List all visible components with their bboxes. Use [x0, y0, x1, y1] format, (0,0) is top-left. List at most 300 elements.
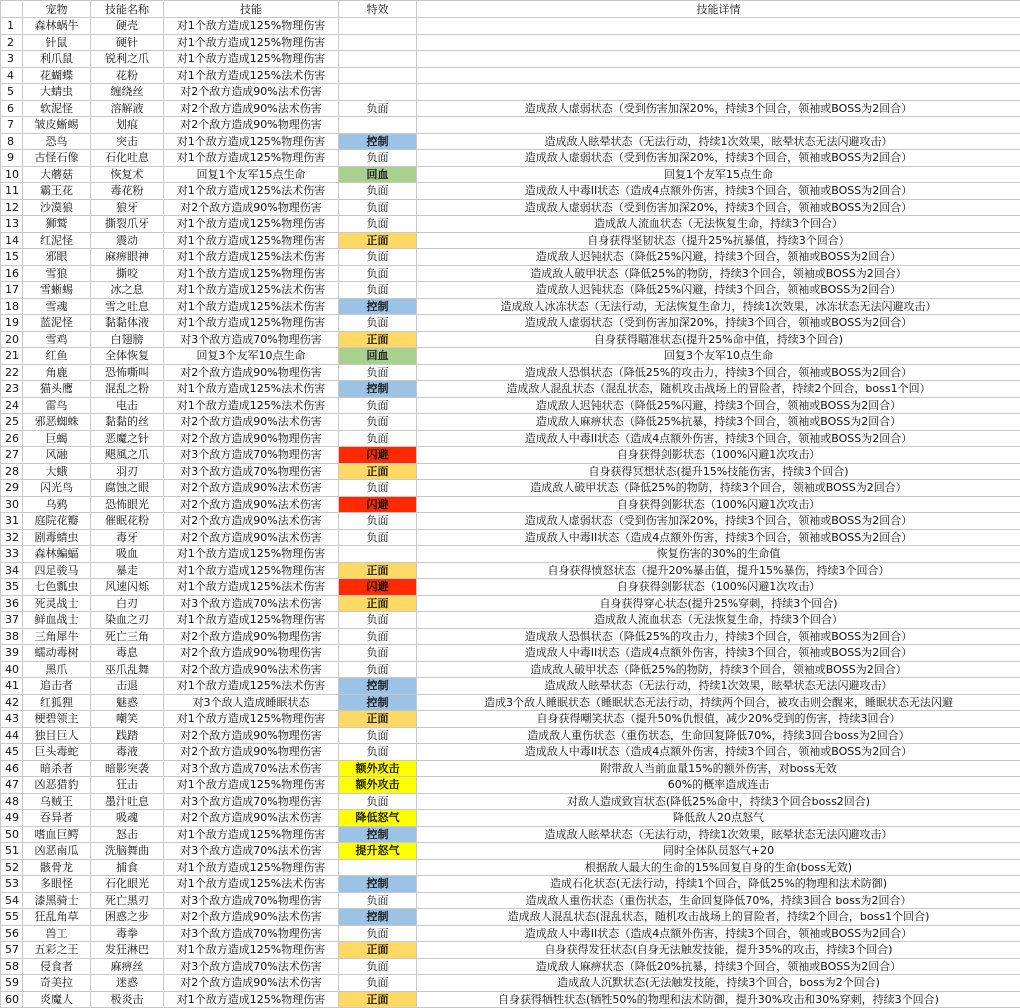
row-index-cell[interactable]: 27	[1, 447, 23, 464]
row-index-cell[interactable]: 1	[1, 18, 23, 35]
pet-name-cell[interactable]: 霸王花	[23, 183, 91, 200]
skill-name-cell[interactable]: 硬针	[91, 34, 164, 51]
skill-name-cell[interactable]: 石化吐息	[91, 150, 164, 167]
skill-detail-cell[interactable]: 造成敌人破甲状态（降低25%的物防，持续3个回合，领袖或BOSS为2回合）	[417, 661, 1020, 678]
skill-detail-cell[interactable]	[417, 117, 1020, 134]
skill-detail-cell[interactable]: 造成敌人中毒II状态（造成4点额外伤害，持续3个回合，领袖或BOSS为2回合）	[417, 183, 1020, 200]
skill-detail-cell[interactable]: 造成敌人麻痹状态（降低25%抗暴，持续3个回合，领袖或BOSS为2回合）	[417, 414, 1020, 431]
pet-name-cell[interactable]: 兽工	[23, 925, 91, 942]
row-index-cell[interactable]: 50	[1, 826, 23, 843]
skill-cell[interactable]: 对2个敌方造成90%法术伤害	[164, 496, 339, 513]
skill-detail-cell[interactable]: 造成敌人中毒II状态（造成4点额外伤害，持续3个回合，领袖或BOSS为2回合）	[417, 529, 1020, 546]
effect-cell[interactable]: 负面	[339, 100, 417, 117]
effect-cell[interactable]	[339, 84, 417, 101]
skill-cell[interactable]: 对3个敌方造成70%物理伤害	[164, 793, 339, 810]
pet-name-cell[interactable]: 多眼怪	[23, 876, 91, 893]
skill-name-cell[interactable]: 白刃	[91, 595, 164, 612]
skill-cell[interactable]: 对2个敌方造成90%法术伤害	[164, 84, 339, 101]
skill-detail-cell[interactable]: 造成敌人冰冻状态（无法行动，无法恢复生命力，持续1次效果，冰冻状态无法闪避攻击）	[417, 298, 1020, 315]
skill-cell[interactable]: 对2个敌方造成90%物理伤害	[164, 744, 339, 761]
pet-name-cell[interactable]: 庭院花瓣	[23, 513, 91, 530]
pet-name-cell[interactable]: 猫头鹰	[23, 381, 91, 398]
effect-cell[interactable]: 控制	[339, 876, 417, 893]
skill-cell[interactable]: 对3个敌方造成70%物理伤害	[164, 447, 339, 464]
pet-name-cell[interactable]: 利爪鼠	[23, 51, 91, 68]
skill-detail-cell[interactable]: 造成敌人重伤状态（重伤状态，生命回复降低70%，持续3回合boss为2回合）	[417, 727, 1020, 744]
skill-detail-cell[interactable]: 附带敌人当前血量15%的额外伤害，对boss无效	[417, 760, 1020, 777]
skill-name-cell[interactable]: 麻痹眼神	[91, 249, 164, 266]
skill-name-cell[interactable]: 全体恢复	[91, 348, 164, 365]
skill-cell[interactable]: 对1个敌方造成125%物理伤害	[164, 859, 339, 876]
skill-detail-cell[interactable]: 造成敌人流血状态（无法恢复生命，持续3个回合）	[417, 612, 1020, 629]
skill-name-cell[interactable]: 染血之刃	[91, 612, 164, 629]
effect-cell[interactable]: 负面	[339, 793, 417, 810]
pet-name-cell[interactable]: 大蘑菇	[23, 166, 91, 183]
skill-name-cell[interactable]: 恐怖眼光	[91, 496, 164, 513]
skill-cell[interactable]: 对1个敌方造成125%物理伤害	[164, 826, 339, 843]
pet-name-cell[interactable]: 沙漠狼	[23, 199, 91, 216]
skill-name-cell[interactable]: 毒拳	[91, 925, 164, 942]
pet-name-cell[interactable]: 森林蜗牛	[23, 18, 91, 35]
row-index-cell[interactable]: 54	[1, 892, 23, 909]
pet-name-cell[interactable]: 皱皮蜥蜴	[23, 117, 91, 134]
skill-name-cell[interactable]: 洗脑舞曲	[91, 843, 164, 860]
skill-cell[interactable]: 对2个敌方造成90%物理伤害	[164, 430, 339, 447]
effect-cell[interactable]: 负面	[339, 397, 417, 414]
effect-cell[interactable]: 控制	[339, 133, 417, 150]
pet-name-cell[interactable]: 风融	[23, 447, 91, 464]
pet-name-cell[interactable]: 软泥怪	[23, 100, 91, 117]
skill-name-cell[interactable]: 嘲笑	[91, 711, 164, 728]
skill-cell[interactable]: 对2个敌方造成90%物理伤害	[164, 117, 339, 134]
pet-name-cell[interactable]: 漆黑骑士	[23, 892, 91, 909]
effect-cell[interactable]: 负面	[339, 628, 417, 645]
effect-cell[interactable]: 负面	[339, 925, 417, 942]
row-index-cell[interactable]: 12	[1, 199, 23, 216]
row-index-cell[interactable]: 3	[1, 51, 23, 68]
row-index-cell[interactable]: 47	[1, 777, 23, 794]
pet-name-cell[interactable]: 狂乱角草	[23, 909, 91, 926]
skill-detail-cell[interactable]: 造成敌人中毒II状态（造成4点额外伤害，持续3个回合，领袖或BOSS为2回合）	[417, 925, 1020, 942]
skill-cell[interactable]: 对1个敌方造成125%物理伤害	[164, 18, 339, 35]
effect-cell[interactable]: 回血	[339, 348, 417, 365]
header-cell-detail[interactable]: 技能详情	[417, 1, 1020, 18]
skill-cell[interactable]: 对1个敌方造成125%法术伤害	[164, 678, 339, 695]
pet-name-cell[interactable]: 恐鸟	[23, 133, 91, 150]
skill-name-cell[interactable]: 吸魂	[91, 810, 164, 827]
effect-cell[interactable]: 负面	[339, 414, 417, 431]
effect-cell[interactable]: 降低怒气	[339, 810, 417, 827]
row-index-cell[interactable]: 31	[1, 513, 23, 530]
effect-cell[interactable]: 负面	[339, 744, 417, 761]
row-index-cell[interactable]: 2	[1, 34, 23, 51]
skill-detail-cell[interactable]: 造成敌人沉默状态(无法触发技能，持续3个回合，boss为2个回合)	[417, 975, 1020, 992]
skill-cell[interactable]: 对1个敌方造成125%物理伤害	[164, 133, 339, 150]
skill-name-cell[interactable]: 毒花粉	[91, 183, 164, 200]
skill-name-cell[interactable]: 恶魔之针	[91, 430, 164, 447]
effect-cell[interactable]: 正面	[339, 562, 417, 579]
pet-name-cell[interactable]: 四足骏马	[23, 562, 91, 579]
effect-cell[interactable]: 负面	[339, 282, 417, 299]
skill-cell[interactable]: 对2个敌方造成90%法术伤害	[164, 661, 339, 678]
row-index-cell[interactable]: 41	[1, 678, 23, 695]
effect-cell[interactable]: 负面	[339, 612, 417, 629]
pet-name-cell[interactable]: 吞异者	[23, 810, 91, 827]
row-index-cell[interactable]: 9	[1, 150, 23, 167]
skill-detail-cell[interactable]: 自身获得剑影状态（100%闪避1次攻击）	[417, 447, 1020, 464]
row-index-cell[interactable]: 6	[1, 100, 23, 117]
skill-detail-cell[interactable]	[417, 34, 1020, 51]
skill-detail-cell[interactable]: 造成敌人恐惧状态（降低25%的攻击力，持续3个回合，领袖或BOSS为2回合）	[417, 628, 1020, 645]
skill-cell[interactable]: 对2个敌方造成90%法术伤害	[164, 529, 339, 546]
effect-cell[interactable]: 负面	[339, 958, 417, 975]
skill-name-cell[interactable]: 发狂淋巴	[91, 942, 164, 959]
skill-cell[interactable]: 对2个敌方造成90%物理伤害	[164, 628, 339, 645]
pet-name-cell[interactable]: 暗杀者	[23, 760, 91, 777]
pet-name-cell[interactable]: 蓝泥怪	[23, 315, 91, 332]
skill-cell[interactable]: 对2个敌方造成90%法术伤害	[164, 480, 339, 497]
skill-name-cell[interactable]: 溶解液	[91, 100, 164, 117]
skill-name-cell[interactable]: 黏黏体液	[91, 315, 164, 332]
pet-name-cell[interactable]: 邪恶蜘蛛	[23, 414, 91, 431]
skill-detail-cell[interactable]	[417, 84, 1020, 101]
skill-name-cell[interactable]: 毒牙	[91, 529, 164, 546]
skill-name-cell[interactable]: 暗影突袭	[91, 760, 164, 777]
pet-name-cell[interactable]: 蠕动毒树	[23, 645, 91, 662]
skill-name-cell[interactable]: 困惑之步	[91, 909, 164, 926]
skill-cell[interactable]: 对3个敌方造成70%物理伤害	[164, 463, 339, 480]
skill-detail-cell[interactable]: 根据敌人最大的生命的15%回复自身的生命(boss无效)	[417, 859, 1020, 876]
row-index-cell[interactable]: 5	[1, 84, 23, 101]
pet-name-cell[interactable]: 雪蜥蜴	[23, 282, 91, 299]
pet-name-cell[interactable]: 雪鸡	[23, 331, 91, 348]
header-cell-skill-name[interactable]: 技能名称	[91, 1, 164, 18]
skill-cell[interactable]: 对3个敌方造成70%法术伤害	[164, 958, 339, 975]
skill-cell[interactable]: 对2个敌方造成90%法术伤害	[164, 100, 339, 117]
skill-cell[interactable]: 对1个敌方造成125%法术伤害	[164, 67, 339, 84]
effect-cell[interactable]: 正面	[339, 331, 417, 348]
row-index-cell[interactable]: 56	[1, 925, 23, 942]
row-index-cell[interactable]: 30	[1, 496, 23, 513]
skill-detail-cell[interactable]: 造成敌人眩晕状态（无法行动，持续1次效果，眩晕状态无法闪避攻击）	[417, 678, 1020, 695]
skill-cell[interactable]: 对1个敌方造成125%物理伤害	[164, 942, 339, 959]
skill-cell[interactable]: 对3个敌方造成70%法术伤害	[164, 843, 339, 860]
pet-name-cell[interactable]: 雷鸟	[23, 397, 91, 414]
effect-cell[interactable]: 负面	[339, 199, 417, 216]
row-index-cell[interactable]: 24	[1, 397, 23, 414]
skill-cell[interactable]: 对1个敌方造成125%物理伤害	[164, 216, 339, 233]
effect-cell[interactable]: 负面	[339, 513, 417, 530]
skill-name-cell[interactable]: 冰之息	[91, 282, 164, 299]
skill-detail-cell[interactable]: 60%的概率造成连击	[417, 777, 1020, 794]
row-index-cell[interactable]: 13	[1, 216, 23, 233]
skill-cell[interactable]: 回复1个友军15点生命	[164, 166, 339, 183]
pet-name-cell[interactable]: 巨头毒蛇	[23, 744, 91, 761]
skill-cell[interactable]: 对3个敌方造成70%物理伤害	[164, 331, 339, 348]
effect-cell[interactable]	[339, 117, 417, 134]
row-index-cell[interactable]: 20	[1, 331, 23, 348]
pet-name-cell[interactable]: 独目巨人	[23, 727, 91, 744]
skill-detail-cell[interactable]: 造成敌人眩晕状态（无法行动，持续1次效果，眩晕状态无法闪避攻击）	[417, 826, 1020, 843]
row-index-cell[interactable]: 14	[1, 232, 23, 249]
pet-name-cell[interactable]: 梗碧领主	[23, 711, 91, 728]
skill-detail-cell[interactable]: 造成敌人虚弱状态（受到伤害加深20%，持续3个回合，领袖或BOSS为2回合）	[417, 513, 1020, 530]
skill-cell[interactable]: 对1个敌方造成125%物理伤害	[164, 991, 339, 1008]
skill-name-cell[interactable]: 突击	[91, 133, 164, 150]
skill-name-cell[interactable]: 飓風之爪	[91, 447, 164, 464]
skill-name-cell[interactable]: 魅惑	[91, 694, 164, 711]
row-index-cell[interactable]: 49	[1, 810, 23, 827]
pet-name-cell[interactable]: 黑爪	[23, 661, 91, 678]
skill-name-cell[interactable]: 践踏	[91, 727, 164, 744]
row-index-cell[interactable]: 42	[1, 694, 23, 711]
effect-cell[interactable]: 正面	[339, 595, 417, 612]
skill-detail-cell[interactable]: 造成敌人虚弱状态（受到伤害加深20%，持续3个回合，领袖或BOSS为2回合）	[417, 315, 1020, 332]
row-index-cell[interactable]: 60	[1, 991, 23, 1008]
pet-name-cell[interactable]: 乌鸦	[23, 496, 91, 513]
header-cell-effect[interactable]: 特效	[339, 1, 417, 18]
skill-cell[interactable]: 对1个敌方造成125%法术伤害	[164, 183, 339, 200]
skill-cell[interactable]: 对1个敌方造成125%物理伤害	[164, 711, 339, 728]
row-index-cell[interactable]: 18	[1, 298, 23, 315]
row-index-cell[interactable]: 21	[1, 348, 23, 365]
header-cell-index[interactable]	[1, 1, 23, 18]
skill-name-cell[interactable]: 死亡三角	[91, 628, 164, 645]
effect-cell[interactable]: 闪避	[339, 447, 417, 464]
effect-cell[interactable]: 负面	[339, 315, 417, 332]
skill-cell[interactable]: 对1个敌方造成125%法术伤害	[164, 282, 339, 299]
skill-detail-cell[interactable]: 回复3个友军10点生命	[417, 348, 1020, 365]
effect-cell[interactable]: 负面	[339, 529, 417, 546]
skill-cell[interactable]: 对2个敌方造成90%物理伤害	[164, 364, 339, 381]
skill-name-cell[interactable]: 墨汁吐息	[91, 793, 164, 810]
skill-name-cell[interactable]: 捕食	[91, 859, 164, 876]
skill-detail-cell[interactable]: 造成敌人虚弱状态（受到伤害加深20%，持续3个回合，领袖或BOSS为2回合）	[417, 150, 1020, 167]
skill-detail-cell[interactable]: 对敌人造成致盲状态(降低25%命中，持续3个回合boss2回合)	[417, 793, 1020, 810]
row-index-cell[interactable]: 46	[1, 760, 23, 777]
skill-name-cell[interactable]: 锐利之爪	[91, 51, 164, 68]
skill-name-cell[interactable]: 缠绕丝	[91, 84, 164, 101]
pet-name-cell[interactable]: 炎魔人	[23, 991, 91, 1008]
pet-name-cell[interactable]: 巨蝎	[23, 430, 91, 447]
skill-cell[interactable]: 对1个敌方造成125%法术伤害	[164, 876, 339, 893]
row-index-cell[interactable]: 43	[1, 711, 23, 728]
effect-cell[interactable]: 负面	[339, 150, 417, 167]
skill-name-cell[interactable]: 白翅膀	[91, 331, 164, 348]
row-index-cell[interactable]: 17	[1, 282, 23, 299]
skill-detail-cell[interactable]: 自身获得剑影状态（100%闪避1次攻击）	[417, 579, 1020, 596]
skill-name-cell[interactable]: 撕裂爪牙	[91, 216, 164, 233]
skill-cell[interactable]: 对1个敌方造成125%法术伤害	[164, 298, 339, 315]
skill-name-cell[interactable]: 划痕	[91, 117, 164, 134]
skill-cell[interactable]: 对1个敌方造成125%物理伤害	[164, 232, 339, 249]
skill-name-cell[interactable]: 花粉	[91, 67, 164, 84]
row-index-cell[interactable]: 25	[1, 414, 23, 431]
skill-name-cell[interactable]: 恢复术	[91, 166, 164, 183]
skill-cell[interactable]: 对1个敌方造成125%法术伤害	[164, 249, 339, 266]
skill-name-cell[interactable]: 麻痹丝	[91, 958, 164, 975]
skill-detail-cell[interactable]: 造成敌人流血状态（无法恢复生命，持续3个回合）	[417, 216, 1020, 233]
row-index-cell[interactable]: 59	[1, 975, 23, 992]
skill-cell[interactable]: 对3个敌方造成70%法术伤害	[164, 760, 339, 777]
row-index-cell[interactable]: 19	[1, 315, 23, 332]
row-index-cell[interactable]: 22	[1, 364, 23, 381]
pet-name-cell[interactable]: 乌贼王	[23, 793, 91, 810]
effect-cell[interactable]	[339, 34, 417, 51]
effect-cell[interactable]: 负面	[339, 364, 417, 381]
skill-cell[interactable]: 对3个敌方造成70%法术伤害	[164, 595, 339, 612]
header-cell-pet[interactable]: 宠物	[23, 1, 91, 18]
effect-cell[interactable]: 正面	[339, 232, 417, 249]
skill-detail-cell[interactable]: 造成敌人破甲状态（降低25%的物防，持续3个回合，领袖或BOSS为2回合）	[417, 265, 1020, 282]
skill-name-cell[interactable]: 毒液	[91, 744, 164, 761]
pet-name-cell[interactable]: 红泥怪	[23, 232, 91, 249]
pet-name-cell[interactable]: 嗜血巨鳄	[23, 826, 91, 843]
effect-cell[interactable]: 负面	[339, 645, 417, 662]
effect-cell[interactable]: 闪避	[339, 496, 417, 513]
skill-name-cell[interactable]: 混乱之粉	[91, 381, 164, 398]
skill-detail-cell[interactable]: 自身获得牺牲状态(牺牲50%的物理和法术防御，提升30%攻击和30%穿刺，持续3个回合)	[417, 991, 1020, 1008]
skill-cell[interactable]: 对3个敌方造成70%物理伤害	[164, 892, 339, 909]
pet-name-cell[interactable]: 剧毒蜻虫	[23, 529, 91, 546]
pet-name-cell[interactable]: 角鹿	[23, 364, 91, 381]
row-index-cell[interactable]: 8	[1, 133, 23, 150]
skill-name-cell[interactable]: 狂击	[91, 777, 164, 794]
pet-name-cell[interactable]: 骸骨龙	[23, 859, 91, 876]
pet-name-cell[interactable]: 雪魂	[23, 298, 91, 315]
effect-cell[interactable]: 正面	[339, 942, 417, 959]
row-index-cell[interactable]: 39	[1, 645, 23, 662]
effect-cell[interactable]: 负面	[339, 892, 417, 909]
skill-cell[interactable]: 对1个敌方造成125%物理伤害	[164, 315, 339, 332]
skill-name-cell[interactable]: 石化眼光	[91, 876, 164, 893]
pet-name-cell[interactable]: 邪眼	[23, 249, 91, 266]
effect-cell[interactable]: 控制	[339, 381, 417, 398]
skill-detail-cell[interactable]: 造成敌人迟钝状态（降低25%闪避，持续3个回合，领袖或BOSS为2回合）	[417, 249, 1020, 266]
effect-cell[interactable]: 正面	[339, 711, 417, 728]
effect-cell[interactable]: 控制	[339, 826, 417, 843]
pet-name-cell[interactable]: 奇美拉	[23, 975, 91, 992]
skill-cell[interactable]: 对3个敌方造成70%物理伤害	[164, 925, 339, 942]
pet-name-cell[interactable]: 七色瓢虫	[23, 579, 91, 596]
pet-name-cell[interactable]: 雪狼	[23, 265, 91, 282]
skill-detail-cell[interactable]: 自身获得瞄准状态(提升25%命中值，持续3个回合)	[417, 331, 1020, 348]
effect-cell[interactable]: 额外攻击	[339, 760, 417, 777]
skill-detail-cell[interactable]: 造成敌人中毒II状态（造成4点额外伤害，持续3个回合，领袖或BOSS为2回合）	[417, 645, 1020, 662]
row-index-cell[interactable]: 38	[1, 628, 23, 645]
skill-cell[interactable]: 对1个敌方造成125%物理伤害	[164, 777, 339, 794]
pet-name-cell[interactable]: 凶恶南瓜	[23, 843, 91, 860]
skill-detail-cell[interactable]	[417, 67, 1020, 84]
pet-name-cell[interactable]: 侵食者	[23, 958, 91, 975]
pet-name-cell[interactable]: 红狐狸	[23, 694, 91, 711]
effect-cell[interactable]: 回血	[339, 166, 417, 183]
skill-detail-cell[interactable]: 造成敌人迟钝状态（降低25%闪避，持续3个回合，领袖或BOSS为2回合）	[417, 282, 1020, 299]
skill-cell[interactable]: 对2个敌方造成90%物理伤害	[164, 727, 339, 744]
effect-cell[interactable]: 负面	[339, 430, 417, 447]
skill-name-cell[interactable]: 怒击	[91, 826, 164, 843]
skill-name-cell[interactable]: 暴走	[91, 562, 164, 579]
row-index-cell[interactable]: 10	[1, 166, 23, 183]
skill-detail-cell[interactable]: 造成敌人恐惧状态（降低25%的攻击力，持续3个回合，领袖或BOSS为2回合）	[417, 364, 1020, 381]
skill-cell[interactable]: 对1个敌方造成125%法术伤害	[164, 397, 339, 414]
row-index-cell[interactable]: 32	[1, 529, 23, 546]
skill-name-cell[interactable]: 催眠花粉	[91, 513, 164, 530]
row-index-cell[interactable]: 28	[1, 463, 23, 480]
row-index-cell[interactable]: 52	[1, 859, 23, 876]
skill-detail-cell[interactable]: 造成敌人虚弱状态（受到伤害加深20%，持续3个回合，领袖或BOSS为2回合）	[417, 199, 1020, 216]
skill-detail-cell[interactable]: 自身获得穿心状态(提升25%穿刺，持续3个回合)	[417, 595, 1020, 612]
skill-detail-cell[interactable]: 造成敌人破甲状态（降低25%的物防，持续3个回合，领袖或BOSS为2回合）	[417, 480, 1020, 497]
row-index-cell[interactable]: 44	[1, 727, 23, 744]
skill-cell[interactable]: 对1个敌方造成125%物理伤害	[164, 150, 339, 167]
effect-cell[interactable]: 控制	[339, 678, 417, 695]
skill-name-cell[interactable]: 迷惑	[91, 975, 164, 992]
skill-cell[interactable]: 对2个敌方造成90%物理伤害	[164, 645, 339, 662]
skill-cell[interactable]: 对1个敌方造成125%物理伤害	[164, 34, 339, 51]
row-index-cell[interactable]: 4	[1, 67, 23, 84]
skill-detail-cell[interactable]: 自身获得愤怒状态（提升20%暴击值，提升15%暴伤，持续3个回合）	[417, 562, 1020, 579]
skill-detail-cell[interactable]: 造成敌人重伤状态（重伤状态，生命回复降低70%，持续3回合 boss为2回合）	[417, 892, 1020, 909]
pet-name-cell[interactable]: 五彩之王	[23, 942, 91, 959]
row-index-cell[interactable]: 15	[1, 249, 23, 266]
row-index-cell[interactable]: 23	[1, 381, 23, 398]
skill-name-cell[interactable]: 吸血	[91, 546, 164, 563]
row-index-cell[interactable]: 57	[1, 942, 23, 959]
row-index-cell[interactable]: 35	[1, 579, 23, 596]
row-index-cell[interactable]: 51	[1, 843, 23, 860]
skill-detail-cell[interactable]: 造成敌人迟钝状态（降低25%闪避，持续3个回合，领袖或BOSS为2回合）	[417, 397, 1020, 414]
skill-cell[interactable]: 对1个敌方造成125%物理伤害	[164, 265, 339, 282]
pet-name-cell[interactable]: 狮鹫	[23, 216, 91, 233]
row-index-cell[interactable]: 7	[1, 117, 23, 134]
skill-name-cell[interactable]: 狼牙	[91, 199, 164, 216]
effect-cell[interactable]	[339, 859, 417, 876]
row-index-cell[interactable]: 26	[1, 430, 23, 447]
effect-cell[interactable]: 正面	[339, 991, 417, 1008]
effect-cell[interactable]: 控制	[339, 909, 417, 926]
skill-cell[interactable]: 对1个敌方造成125%物理伤害	[164, 51, 339, 68]
skill-name-cell[interactable]: 撕咬	[91, 265, 164, 282]
skill-detail-cell[interactable]: 同时全体队员怒气+20	[417, 843, 1020, 860]
skill-name-cell[interactable]: 死亡黑刃	[91, 892, 164, 909]
effect-cell[interactable]: 负面	[339, 480, 417, 497]
effect-cell[interactable]: 负面	[339, 265, 417, 282]
row-index-cell[interactable]: 53	[1, 876, 23, 893]
skill-cell[interactable]: 对1个敌方造成125%法术伤害	[164, 381, 339, 398]
row-index-cell[interactable]: 36	[1, 595, 23, 612]
pet-name-cell[interactable]: 死灵战士	[23, 595, 91, 612]
effect-cell[interactable]	[339, 67, 417, 84]
row-index-cell[interactable]: 34	[1, 562, 23, 579]
row-index-cell[interactable]: 37	[1, 612, 23, 629]
skill-name-cell[interactable]: 毒息	[91, 645, 164, 662]
skill-name-cell[interactable]: 极炎击	[91, 991, 164, 1008]
row-index-cell[interactable]: 55	[1, 909, 23, 926]
row-index-cell[interactable]: 48	[1, 793, 23, 810]
skill-cell[interactable]: 对2个敌方造成90%法术伤害	[164, 513, 339, 530]
skill-cell[interactable]: 对1个敌方造成125%物理伤害	[164, 546, 339, 563]
pet-name-cell[interactable]: 大蛾	[23, 463, 91, 480]
skill-detail-cell[interactable]: 造成敌人混乱状态(混乱状态，随机攻击战场上的冒险者，持续2个回合，boss1个回合)	[417, 909, 1020, 926]
skill-name-cell[interactable]: 羽刃	[91, 463, 164, 480]
skill-cell[interactable]: 对1个敌方造成125%物理伤害	[164, 562, 339, 579]
row-index-cell[interactable]: 58	[1, 958, 23, 975]
pet-name-cell[interactable]: 闪光鸟	[23, 480, 91, 497]
skill-detail-cell[interactable]: 造成敌人眩晕状态（无法行动，持续1次效果，眩晕状态无法闪避攻击）	[417, 133, 1020, 150]
skill-detail-cell[interactable]: 自身获得冥想状态(提升15%技能伤害，持续3个回合)	[417, 463, 1020, 480]
pet-name-cell[interactable]: 红鱼	[23, 348, 91, 365]
